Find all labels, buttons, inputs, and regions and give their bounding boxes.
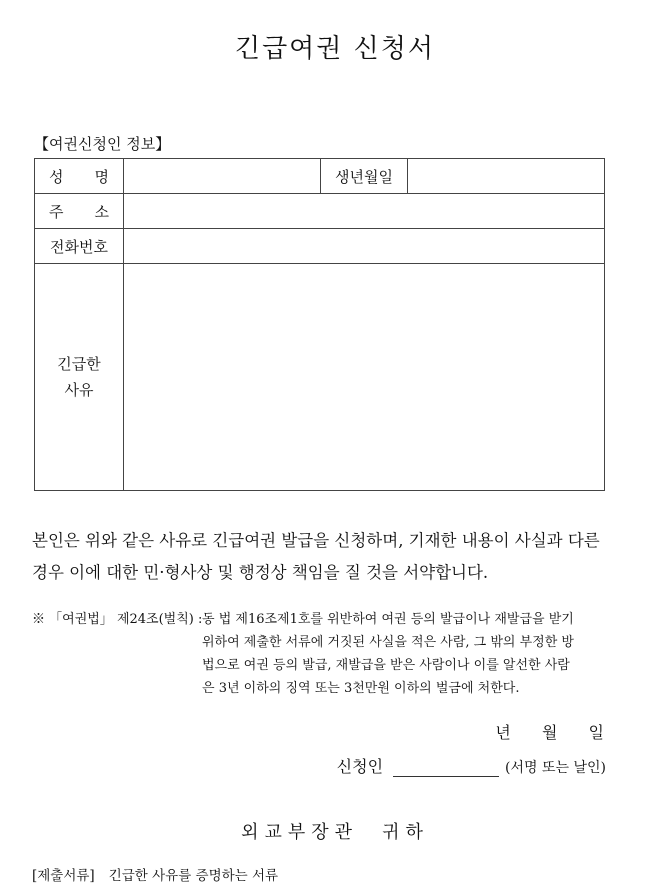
penalty-note-line: 동 법 제16조제1호를 위반하여 여권 등의 발급이나 재발급을 받기 <box>202 612 574 627</box>
address-label: 주 소 <box>49 202 109 221</box>
phone-field[interactable] <box>124 229 605 264</box>
birth-field[interactable] <box>408 159 605 194</box>
reason-label-line1: 긴급한 <box>57 355 101 373</box>
submission-value: 긴급한 사유를 증명하는 서류 <box>108 868 279 884</box>
name-label-cell <box>35 159 124 194</box>
address-field[interactable] <box>124 194 605 229</box>
name-row <box>35 159 605 194</box>
date-line <box>473 720 606 743</box>
date-month[interactable]: 월 <box>541 723 560 742</box>
submission-documents <box>32 864 278 884</box>
submission-label: [제출서류] <box>32 868 95 884</box>
reason-row <box>35 264 605 491</box>
date-day[interactable]: 일 <box>588 723 606 742</box>
addressee <box>0 818 670 844</box>
addressee-name: 외교부장관 <box>241 822 359 843</box>
form-title: 긴급여권 신청서 <box>234 34 436 64</box>
pledge-statement: 본인은 위와 같은 사유로 긴급여권 발급을 신청하며, 기재한 내용이 사실과 다른 경우 이에 대한 민·형사상 및 행정상 책임을 질 것을 서약합니다. <box>32 531 600 582</box>
reason-label-line2: 사유 <box>64 381 94 399</box>
signature-blank[interactable] <box>393 757 499 777</box>
addressee-suffix: 귀하 <box>382 822 429 843</box>
phone-row <box>35 229 605 264</box>
applicant-label: 신청인 <box>336 757 384 776</box>
date-year[interactable]: 년 <box>495 723 513 742</box>
section-heading: 【여권신청인 정보】 <box>34 135 171 153</box>
name-label: 성 명 <box>49 167 109 186</box>
penalty-note-body <box>202 608 610 700</box>
penalty-note-head: ※ 「여권법」 제24조(벌칙) : <box>32 612 203 627</box>
applicant-info-table <box>34 158 605 491</box>
name-field[interactable] <box>124 159 321 194</box>
birth-label: 생년월일 <box>321 159 408 194</box>
phone-label: 전화번호 <box>35 229 124 264</box>
penalty-note-line: 위하여 제출한 서류에 거짓된 사실을 적은 사람, 그 밖의 부정한 방 <box>202 635 574 650</box>
address-row <box>35 194 605 229</box>
address-label-cell <box>35 194 124 229</box>
applicant-signature-line <box>337 754 606 777</box>
sign-note: (서명 또는 날인) <box>505 760 606 776</box>
reason-label-cell <box>35 264 124 491</box>
penalty-note-line: 은 3년 이하의 징역 또는 3천만원 이하의 벌금에 처한다. <box>202 681 520 696</box>
reason-field[interactable] <box>124 264 605 491</box>
penalty-note-line: 법으로 여권 등의 발급, 재발급을 받은 사람이나 이를 알선한 사람 <box>202 658 570 673</box>
